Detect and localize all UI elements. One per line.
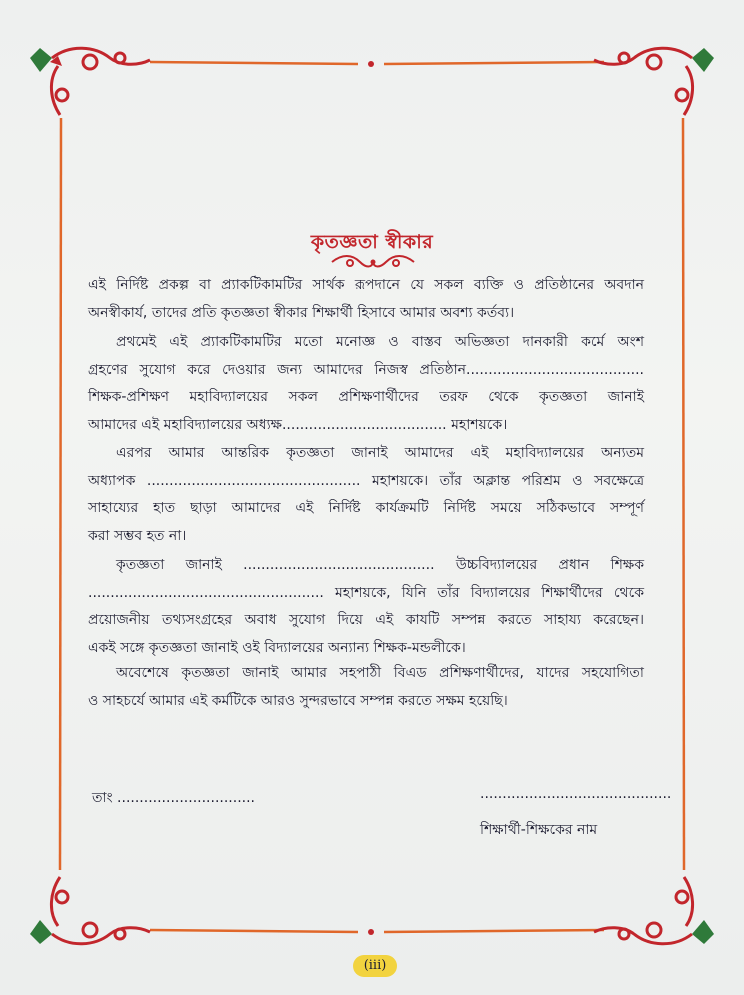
paragraph-4 — [88, 552, 644, 662]
corner-ornament-bottom-right — [594, 877, 693, 944]
text-line: অনস্বীকার্য, তাদের প্রতি কৃতজ্ঞতা স্বীকার শিক্ষার্থী হিসাবে আমার অবশ্য কর্তব্য। — [88, 304, 515, 321]
text-line: ..................................................... মহাশয়কে, যিনি তাঁর বিদ্যালয়ের শিক্ষার্থীদের থেকে — [88, 584, 644, 601]
page-number-badge: (iii) — [353, 955, 397, 977]
paragraph-2 — [88, 329, 644, 439]
text-line: গ্রহণের সুযোগ করে দেওয়ার জন্য আমাদের নিজস্ব প্রতিষ্ঠান........................................ — [88, 361, 644, 378]
text-line: শিক্ষক-প্রশিক্ষণ মহাবিদ্যালয়ের সকল প্রশিক্ষণার্থীদের তরফ থেকে কৃতজ্ঞতা জানাই — [88, 389, 644, 405]
paragraph-1 — [88, 272, 644, 327]
paragraph-5 — [88, 660, 644, 715]
text-line: প্রথমেই এই প্র্যাকটিকামটির মতো মনোজ্ঞ ও বাস্তব অভিজ্ঞতা দানকারী কর্মে অংশ — [116, 334, 644, 350]
page-title: কৃতজ্ঞতা স্বীকার — [310, 231, 434, 253]
text-line: করা সম্ভব হত না। — [88, 527, 187, 544]
corner-ornament-top-right — [594, 48, 693, 115]
text-line: আমাদের এই মহাবিদ্যালয়ের অধ্যক্ষ..................................... মহাশয়কে। — [88, 416, 508, 433]
text-line: অধ্যাপক ................................................ মহাশয়কে। তাঁর অক্লান্ত পরিশ্রম ও সবক্ষেত্রে — [88, 472, 644, 489]
text-line: সাহায্যের হাত ছাড়া আমাদের এই নির্দিষ্ট কার্যক্রমটি নির্দিষ্ট সময়ে সঠিকভাবে সম্পূর্ণ — [88, 500, 644, 516]
text-line: একই সঙ্গে কৃতজ্ঞতা জানাই ওই বিদ্যালয়ের অন্যান্য শিক্ষক-মন্ডলীকে। — [88, 639, 466, 656]
text-line: অবেশেষে কৃতজ্ঞতা জানাই আমার সহপাঠী বিএড প্রশিক্ষণার্থীদের, যাদের সহযোগিতা — [116, 665, 644, 681]
date-field: তাং ............................... — [92, 790, 255, 806]
paragraph-3 — [88, 440, 644, 550]
signature-label: শিক্ষার্থী-শিক্ষকের নাম — [480, 822, 598, 838]
title-flourish-icon — [328, 252, 418, 272]
corner-ornament-bottom-left — [51, 877, 150, 944]
corner-ornament-top-left — [51, 48, 150, 115]
text-line: এরপর আমার আন্তরিক কৃতজ্ঞতা জানাই আমাদের এই মহাবিদ্যালয়ের অন্যতম — [116, 445, 644, 461]
text-line: কৃতজ্ঞতা জানাই ........................................... উচ্চবিদ্যালয়ের প্রধান শিক্ষক — [116, 557, 644, 573]
text-line: প্রয়োজনীয় তথ্যসংগ্রহের অবাধ সুযোগ দিয়ে এই কাযটি সম্পন্ন করতে সাহায্য করেছেন। — [88, 612, 644, 628]
signature-line: ........................................... — [480, 786, 672, 802]
text-line: ও সাহচর্যে আমার এই কর্মটিকে আরও সুন্দরভাবে সম্পন্ন করতে সক্ষম হয়েছি। — [88, 692, 508, 709]
text-line: এই নির্দিষ্ট প্রকল্প বা প্র্যাকটিকামটির সার্থক রূপদানে যে সকল ব্যক্তি ও প্রতিষ্ঠানের অবদান — [88, 277, 644, 293]
